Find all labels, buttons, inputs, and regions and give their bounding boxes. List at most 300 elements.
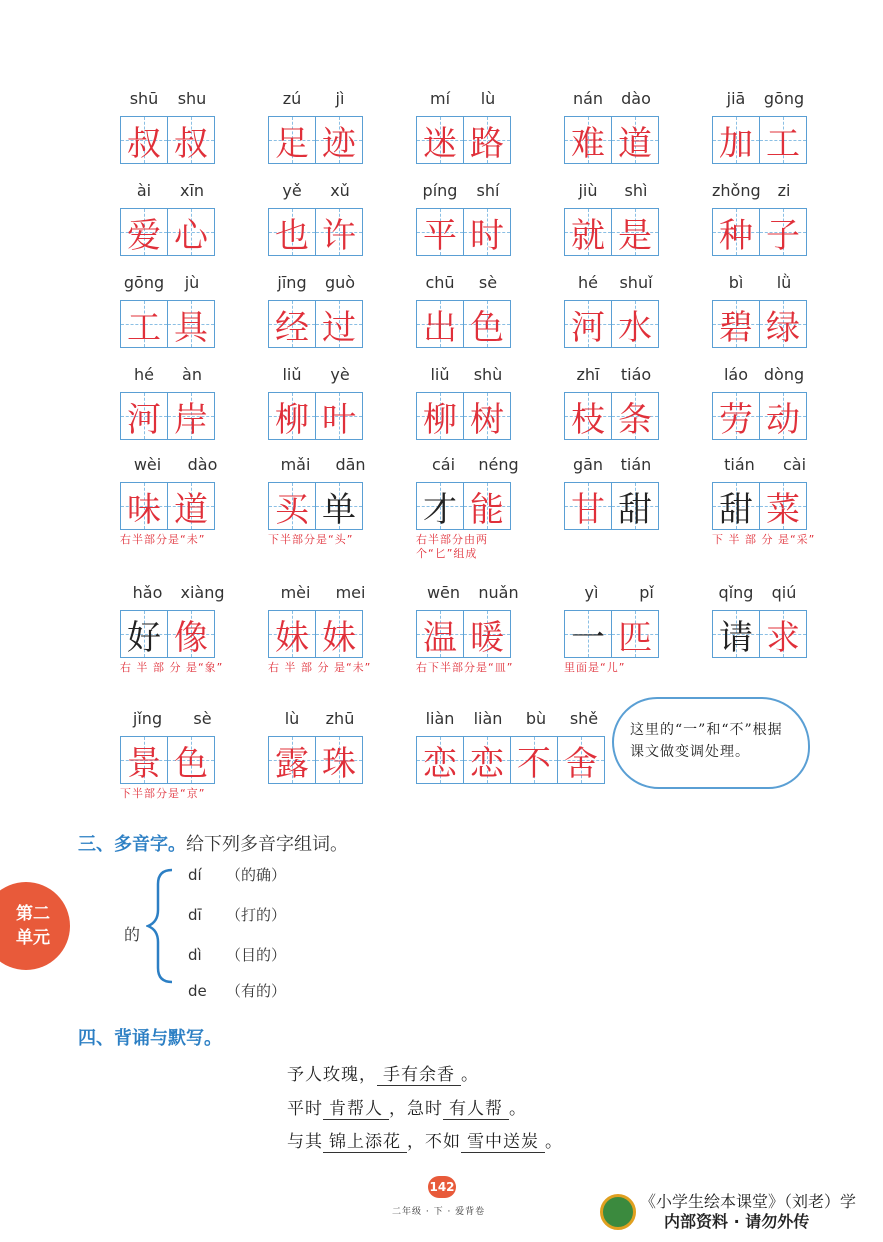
pinyin: lǜ [776, 273, 792, 292]
pinyin: àn [182, 365, 202, 384]
tianzige-cell [416, 208, 464, 256]
stroke-note: 下半部分是“京” [120, 787, 206, 800]
tianzige-cell [315, 116, 363, 164]
section-3-instruction: 给下列多音字组词。 [186, 834, 348, 855]
tianzige-cell [120, 208, 168, 256]
pinyin-row [120, 270, 216, 292]
tianzige-cell [712, 300, 760, 348]
pinyin-row [564, 362, 660, 384]
vocab-word [416, 580, 526, 675]
tianzige-boxes [564, 482, 660, 530]
pinyin-row [712, 452, 822, 474]
vocab-word [268, 580, 378, 675]
pinyin: bì [728, 273, 744, 292]
word: （打的） [226, 906, 287, 924]
tianzige-cell [564, 300, 612, 348]
tianzige-cell [268, 300, 316, 348]
pinyin: jǐng [132, 709, 163, 728]
pinyin: chū [425, 273, 455, 292]
pinyin-row [564, 452, 660, 474]
pinyin-row [268, 86, 364, 108]
pinyin: zhǒng [712, 181, 761, 200]
pinyin: dì [188, 946, 202, 964]
section-4-title: 四、背诵与默写。 [78, 1028, 222, 1049]
tianzige-cell [611, 392, 659, 440]
word: （目的） [226, 946, 287, 964]
pinyin-row [268, 362, 364, 384]
pinyin: de [188, 982, 207, 1000]
footer-brand [640, 1192, 856, 1232]
tianzige-boxes [564, 300, 660, 348]
polyphone-item [188, 944, 286, 965]
verse-text: 与其 [287, 1132, 323, 1152]
pinyin: dí [188, 866, 202, 884]
hanzi: 妹 [322, 617, 356, 658]
vocab-word [120, 706, 230, 801]
pinyin: yè [330, 365, 350, 384]
pinyin: wēn [426, 583, 461, 602]
pinyin-row [564, 86, 660, 108]
pinyin: cài [782, 455, 807, 474]
hanzi: 单 [322, 489, 356, 530]
tianzige-boxes [564, 208, 660, 256]
tianzige-cell [167, 116, 215, 164]
pinyin-row [120, 452, 230, 474]
pinyin: liǔ [282, 365, 302, 384]
pinyin: jiù [578, 181, 598, 200]
pinyin: néng [478, 455, 519, 474]
tianzige-cell [120, 300, 168, 348]
hanzi: 求 [766, 617, 800, 658]
stroke-note: 右半部分由两个“匕”组成 [416, 533, 488, 560]
pinyin: yì [584, 583, 599, 602]
vocab-word [416, 362, 512, 440]
pinyin: qǐng [718, 583, 754, 602]
hanzi: 过 [322, 307, 356, 348]
tianzige-boxes [564, 392, 660, 440]
pinyin: shì [624, 181, 648, 200]
verse-answer: 有人帮 [443, 1094, 509, 1120]
tianzige-boxes [712, 610, 808, 658]
hanzi: 色 [174, 743, 208, 784]
pinyin: zhū [325, 709, 355, 728]
tianzige-cell [759, 610, 807, 658]
hanzi: 不 [517, 743, 551, 784]
stroke-note: 右半部分是“未” [120, 533, 206, 546]
vocab-word [564, 86, 660, 164]
tianzige-cell [416, 736, 464, 784]
hanzi: 叶 [322, 399, 356, 440]
vocab-word [564, 580, 674, 675]
pinyin: xǔ [330, 181, 350, 200]
pinyin-row [120, 362, 216, 384]
hanzi: 菜 [766, 489, 800, 530]
pinyin: xiàng [180, 583, 225, 602]
hanzi: 请 [719, 617, 753, 658]
hanzi: 恋 [470, 743, 504, 784]
tianzige-cell [120, 116, 168, 164]
tianzige-cell [759, 208, 807, 256]
pinyin: láo [723, 365, 749, 384]
tianzige-cell [463, 610, 511, 658]
pinyin-row [712, 86, 808, 108]
tianzige-cell [416, 610, 464, 658]
hanzi: 出 [423, 307, 457, 348]
pinyin: dī [188, 906, 202, 924]
hanzi: 一 [571, 617, 605, 658]
pinyin: hǎo [132, 583, 163, 602]
tianzige-cell [463, 736, 511, 784]
pinyin-row [564, 178, 660, 200]
tianzige-boxes [120, 736, 230, 784]
section-3-heading: 三、多音字。 [78, 834, 186, 855]
tianzige-boxes [712, 482, 822, 530]
polyphone-item [188, 904, 286, 925]
hanzi: 道 [174, 489, 208, 530]
hanzi: 恋 [423, 743, 457, 784]
hanzi: 也 [275, 215, 309, 256]
section-3-title [78, 830, 348, 856]
tianzige-cell [167, 482, 215, 530]
stroke-note: 右 半 部 分 是“未” [268, 661, 372, 674]
tianzige-cell [416, 482, 464, 530]
hanzi: 水 [618, 307, 652, 348]
tianzige-boxes [120, 300, 216, 348]
tianzige-cell [120, 482, 168, 530]
pinyin: mèi [280, 583, 311, 602]
tianzige-boxes [268, 736, 364, 784]
vocab-word [564, 362, 660, 440]
pinyin: cái [431, 455, 456, 474]
hanzi: 碧 [719, 307, 753, 348]
vocab-word [712, 362, 808, 440]
pinyin: zú [282, 89, 302, 108]
tianzige-cell [564, 610, 612, 658]
tianzige-cell [712, 392, 760, 440]
hanzi: 柳 [275, 399, 309, 440]
pinyin-row [416, 178, 512, 200]
pinyin: yě [282, 181, 302, 200]
hanzi: 平 [423, 215, 457, 256]
pinyin-row [416, 362, 512, 384]
tianzige-cell [611, 610, 659, 658]
stroke-note: 右 半 部 分 是“象” [120, 661, 224, 674]
vocab-word [120, 452, 230, 547]
pinyin: shū [129, 89, 159, 108]
tianzige-cell [315, 208, 363, 256]
verse-text: 。 [545, 1132, 563, 1152]
tianzige-boxes [268, 300, 364, 348]
hanzi: 就 [571, 215, 605, 256]
hanzi: 工 [766, 123, 800, 164]
pinyin: mí [429, 89, 451, 108]
tianzige-cell [120, 610, 168, 658]
tianzige-cell [315, 736, 363, 784]
vocab-word [268, 270, 364, 348]
vocab-word [120, 86, 216, 164]
tianzige-cell [611, 300, 659, 348]
pinyin-row [416, 270, 512, 292]
hanzi: 道 [618, 123, 652, 164]
vocab-word [416, 178, 512, 256]
verse-answer: 肯帮人 [323, 1094, 389, 1120]
vocab-word [564, 270, 660, 348]
pinyin: nán [572, 89, 604, 108]
tianzige-cell [416, 300, 464, 348]
tianzige-cell [463, 300, 511, 348]
hanzi: 叔 [174, 123, 208, 164]
pinyin: lù [284, 709, 300, 728]
verse-line [287, 1127, 563, 1153]
tianzige-boxes [268, 116, 364, 164]
pinyin: tiáo [620, 365, 652, 384]
hanzi: 爱 [127, 215, 161, 256]
hanzi: 柳 [423, 399, 457, 440]
hanzi: 景 [127, 743, 161, 784]
tianzige-cell [416, 392, 464, 440]
footer-caption: 二年级 · 下 · 爱背卷 [392, 1207, 486, 1217]
tianzige-cell [315, 392, 363, 440]
pinyin-row [120, 706, 230, 728]
hanzi: 劳 [719, 399, 753, 440]
tianzige-cell [712, 482, 760, 530]
hanzi: 岸 [174, 399, 208, 440]
pinyin-row [416, 86, 512, 108]
pinyin: tián [620, 455, 652, 474]
vocab-word [268, 706, 364, 784]
tianzige-cell [611, 116, 659, 164]
hanzi: 珠 [322, 743, 356, 784]
hanzi: 匹 [618, 617, 652, 658]
polyphone-item [188, 980, 286, 1001]
tianzige-boxes [416, 208, 512, 256]
tianzige-cell [416, 116, 464, 164]
tianzige-cell [268, 736, 316, 784]
tianzige-cell [712, 116, 760, 164]
tianzige-cell [167, 300, 215, 348]
pinyin: dān [335, 455, 366, 474]
tianzige-boxes [564, 116, 660, 164]
pinyin-row [712, 178, 808, 200]
tianzige-boxes [268, 392, 364, 440]
pinyin-row [268, 706, 364, 728]
tianzige-cell [759, 482, 807, 530]
stroke-note: 下半部分是“头” [268, 533, 354, 546]
vocab-word [268, 86, 364, 164]
hanzi: 迹 [322, 123, 356, 164]
pinyin: shuǐ [619, 273, 653, 292]
tianzige-cell [712, 610, 760, 658]
brace-icon [146, 866, 176, 986]
tianzige-boxes [120, 392, 216, 440]
tianzige-cell [167, 392, 215, 440]
tianzige-cell [564, 208, 612, 256]
tianzige-boxes [268, 208, 364, 256]
vocab-word [120, 178, 216, 256]
tianzige-cell [268, 482, 316, 530]
hanzi: 河 [571, 307, 605, 348]
stroke-note: 右下半部分是“皿” [416, 661, 514, 674]
hanzi: 能 [470, 489, 504, 530]
vocab-word [564, 452, 660, 530]
unit-tab [0, 882, 70, 970]
pinyin-row [416, 706, 608, 728]
pinyin: jiā [726, 89, 746, 108]
hanzi: 好 [127, 617, 161, 658]
pinyin: sè [193, 709, 212, 728]
tianzige-cell [564, 116, 612, 164]
pinyin: píng [422, 181, 458, 200]
verse-text: 。 [509, 1099, 527, 1119]
pinyin: liàn [473, 709, 503, 728]
pinyin: hé [578, 273, 598, 292]
pinyin-row [712, 270, 808, 292]
pinyin: jù [184, 273, 200, 292]
tianzige-boxes [416, 392, 512, 440]
bubble-text: 这里的“一”和“不”根据课文做变调处理。 [630, 722, 783, 760]
pinyin: hé [134, 365, 154, 384]
pinyin: gōng [123, 273, 165, 292]
pinyin: nuǎn [478, 583, 519, 602]
tianzige-cell [463, 392, 511, 440]
pinyin: lù [480, 89, 496, 108]
pinyin: qiú [771, 583, 797, 602]
tianzige-cell [315, 610, 363, 658]
tianzige-cell [167, 736, 215, 784]
vocab-word [416, 706, 608, 784]
verse-text: ，急时 [389, 1099, 443, 1119]
tianzige-cell [557, 736, 605, 784]
vocab-word [268, 178, 364, 256]
tianzige-cell [268, 208, 316, 256]
hanzi: 加 [719, 123, 753, 164]
pinyin: dào [621, 89, 651, 108]
verse-line [287, 1094, 527, 1120]
tianzige-cell [712, 208, 760, 256]
pinyin-row [120, 178, 216, 200]
vocab-word [712, 178, 808, 256]
brand-line-2: 内部资料 · 请勿外传 [664, 1212, 810, 1231]
pinyin-row [268, 178, 364, 200]
hanzi: 树 [470, 399, 504, 440]
tianzige-boxes [416, 116, 512, 164]
tianzige-boxes [120, 482, 230, 530]
hanzi: 动 [766, 399, 800, 440]
pinyin: shí [476, 181, 500, 200]
pinyin-row [268, 452, 378, 474]
hanzi: 甘 [571, 489, 605, 530]
vocab-word [416, 270, 512, 348]
polyphone-item [188, 864, 286, 885]
vocab-word [712, 270, 808, 348]
hanzi: 种 [719, 215, 753, 256]
pinyin-row [564, 270, 660, 292]
pinyin: pǐ [639, 583, 654, 602]
tianzige-cell [510, 736, 558, 784]
vocab-word [564, 178, 660, 256]
logo-icon [600, 1194, 636, 1230]
hanzi: 足 [275, 123, 309, 164]
hanzi: 甜 [618, 489, 652, 530]
tianzige-cell [759, 392, 807, 440]
verse-answer: 雪中送炭 [461, 1127, 545, 1153]
pinyin: shù [473, 365, 503, 384]
stroke-note: 里面是“儿” [564, 661, 626, 674]
tianzige-cell [463, 482, 511, 530]
verse-answer: 锦上添花 [323, 1127, 407, 1153]
hanzi: 路 [470, 123, 504, 164]
vocab-word [712, 580, 808, 658]
hanzi: 经 [275, 307, 309, 348]
pinyin: bù [525, 709, 547, 728]
vocab-word [120, 270, 216, 348]
pinyin: wèi [133, 455, 162, 474]
pinyin: shě [569, 709, 599, 728]
pinyin: jì [335, 89, 345, 108]
verse-text: 。 [461, 1065, 479, 1085]
hanzi: 工 [127, 307, 161, 348]
vocab-word [268, 362, 364, 440]
hanzi: 条 [618, 399, 652, 440]
polyphone-char: 的 [124, 925, 141, 944]
tianzige-boxes [268, 610, 378, 658]
pinyin: jīng [277, 273, 307, 292]
hanzi: 子 [766, 215, 800, 256]
tianzige-boxes [564, 610, 674, 658]
pinyin: tián [724, 455, 755, 474]
tianzige-boxes [712, 208, 808, 256]
tianzige-boxes [712, 300, 808, 348]
hanzi: 舍 [564, 743, 598, 784]
hanzi: 温 [423, 617, 457, 658]
hanzi: 买 [275, 489, 309, 530]
hanzi: 迷 [423, 123, 457, 164]
hanzi: 才 [423, 489, 457, 530]
page-number: 142 [428, 1176, 456, 1198]
tianzige-boxes [416, 736, 608, 784]
pinyin-row [712, 580, 808, 602]
vocab-word [416, 452, 526, 561]
tianzige-boxes [712, 392, 808, 440]
tianzige-cell [268, 610, 316, 658]
vocab-word [120, 362, 216, 440]
pinyin: guò [324, 273, 356, 292]
brand-line-1: 《小学生绘本课堂》（刘老）学 [640, 1192, 857, 1211]
tianzige-cell [167, 610, 215, 658]
vocab-word [712, 452, 822, 547]
hanzi: 许 [322, 215, 356, 256]
hanzi: 时 [470, 215, 504, 256]
hanzi: 枝 [571, 399, 605, 440]
tianzige-cell [120, 736, 168, 784]
tianzige-boxes [268, 482, 378, 530]
verse-text: 平时 [287, 1099, 323, 1119]
tianzige-boxes [120, 610, 230, 658]
vocab-word [268, 452, 378, 547]
pinyin-row [120, 86, 216, 108]
pinyin-row [268, 270, 364, 292]
pinyin: liǔ [430, 365, 450, 384]
tianzige-boxes [120, 208, 216, 256]
hanzi: 甜 [719, 489, 753, 530]
pinyin: xīn [179, 181, 205, 200]
vocab-word [712, 86, 808, 164]
tianzige-cell [167, 208, 215, 256]
stroke-note: 下 半 部 分 是“采” [712, 533, 816, 546]
pinyin: shu [177, 89, 207, 108]
hanzi: 味 [127, 489, 161, 530]
pinyin: gōng [763, 89, 805, 108]
